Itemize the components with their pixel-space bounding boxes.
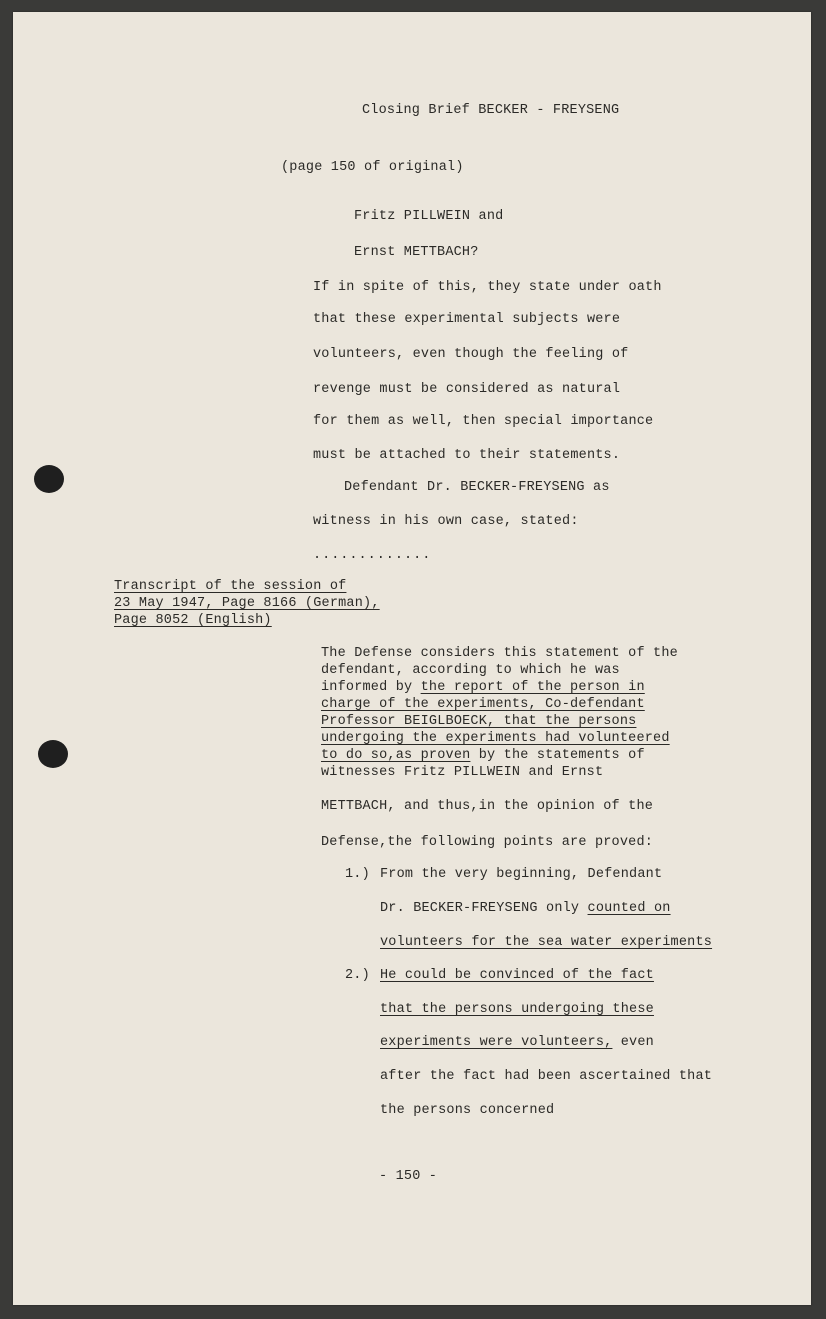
header-title: Closing Brief BECKER - FREYSENG: [362, 103, 620, 118]
point-line: Dr. BECKER-FREYSENG only counted on: [380, 901, 671, 916]
defense-line: defendant, according to which he was: [321, 663, 620, 678]
text-line: revenge must be considered as natural: [313, 382, 621, 397]
page-footer: - 150 -: [379, 1169, 438, 1184]
point-line: that the persons undergoing these: [380, 1002, 654, 1017]
text-line: volunteers, even though the feeling of: [313, 347, 629, 362]
point-line: He could be convinced of the fact: [380, 968, 654, 983]
defense-line: charge of the experiments, Co-defendant: [321, 697, 645, 712]
side-note-line: Page 8052 (English): [114, 613, 272, 628]
point-number: 1.): [345, 867, 370, 882]
defense-line: Professor BEIGLBOECK, that the persons: [321, 714, 637, 729]
text-line: must be attached to their statements.: [313, 448, 621, 463]
text-line: for them as well, then special importance: [313, 414, 654, 429]
point-number: 2.): [345, 968, 370, 983]
defense-line: Defense,the following points are proved:: [321, 835, 654, 850]
defense-line: undergoing the experiments had volunteered: [321, 731, 670, 746]
defense-line: METTBACH, and thus,in the opinion of the: [321, 799, 654, 814]
page-reference: (page 150 of original): [281, 160, 464, 175]
document-page: [13, 12, 811, 1305]
defense-line: The Defense considers this statement of the: [321, 646, 678, 661]
side-note-line: 23 May 1947, Page 8166 (German),: [114, 596, 380, 611]
defense-line: informed by the report of the person in: [321, 680, 645, 695]
point-line: From the very beginning, Defendant: [380, 867, 663, 882]
text-line: that these experimental subjects were: [313, 312, 621, 327]
defense-line: witnesses Fritz PILLWEIN and Ernst: [321, 765, 604, 780]
point-line: volunteers for the sea water experiments: [380, 935, 713, 950]
point-line: experiments were volunteers, even: [380, 1035, 654, 1050]
text-line: If in spite of this, they state under oath: [313, 280, 662, 295]
defense-line: to do so,as proven by the statements of: [321, 748, 645, 763]
point-line: the persons concerned: [380, 1103, 555, 1118]
text-line: Ernst METTBACH?: [354, 245, 479, 260]
text-line: Defendant Dr. BECKER-FREYSENG as: [344, 480, 610, 495]
side-note-line: Transcript of the session of: [114, 579, 347, 594]
punch-hole: [34, 465, 64, 493]
text-line: witness in his own case, stated:: [313, 514, 579, 529]
punch-hole: [38, 740, 68, 768]
ellipsis-line: .............: [313, 548, 432, 563]
text-line: Fritz PILLWEIN and: [354, 209, 504, 224]
point-line: after the fact had been ascertained that: [380, 1069, 713, 1084]
